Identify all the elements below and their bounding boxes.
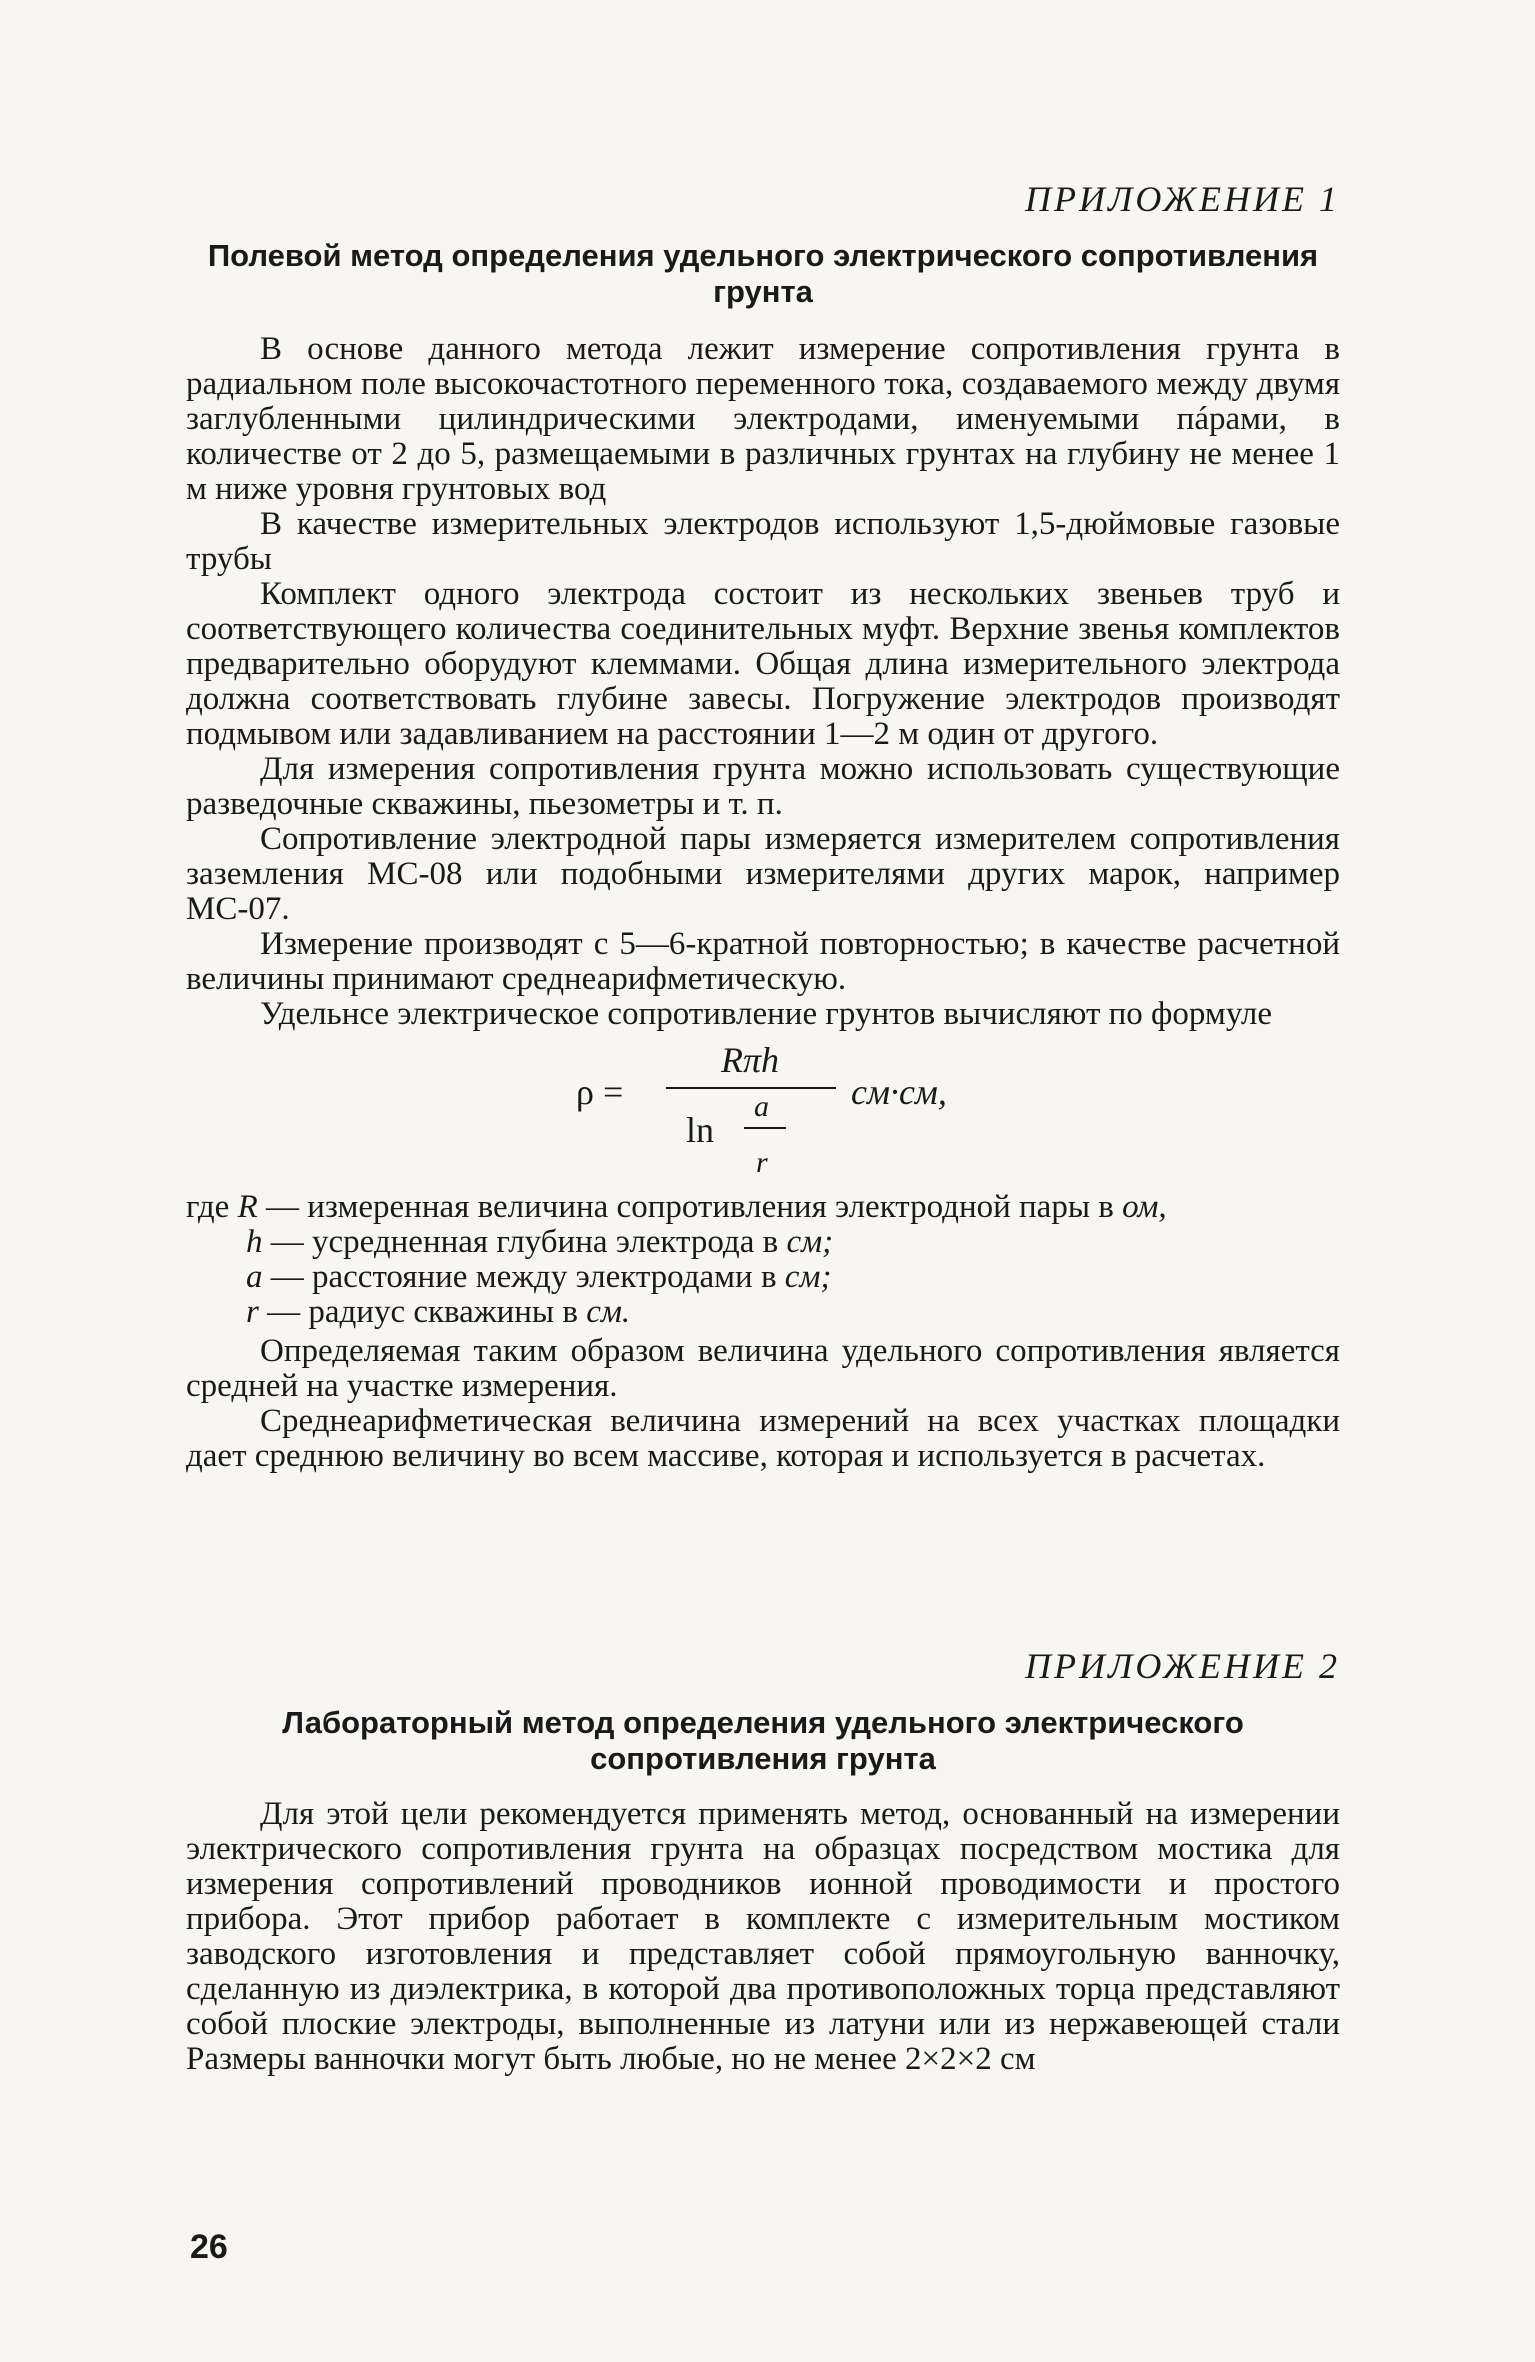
page-number: 26 (190, 2228, 228, 2266)
formula-inner-denominator: r (756, 1146, 768, 1179)
legend-row-a: a — расстояние между электродами в см; (246, 1259, 832, 1295)
formula-units: см·см, (851, 1072, 947, 1112)
formula-lhs: ρ = (576, 1072, 624, 1112)
paragraph: Среднеарифметическая величина измерений на всех участках площадки дает среднюю величину во всем массиве, которая и используется в расчетах. (186, 1403, 1340, 1474)
formula-legend (186, 1190, 1340, 1330)
legend-row-r: r — радиус скважины в см. (246, 1294, 631, 1330)
paragraph: Удельнсе электрическое сопротивление грунтов вычисляют по формуле (260, 996, 1272, 1032)
appendix-2-title: Лабораторный метод определения удельного электрического сопротивления грунта (282, 1705, 1244, 1776)
appendix-2-section (186, 1645, 1340, 2077)
legend-row-h: h — усредненная глубина электрода в см; (246, 1224, 834, 1260)
formula-inner-numerator: a (754, 1090, 769, 1123)
paragraph: Измерение производят с 5—6-кратной повторностью; в качестве расчетной величины принимают среднеарифметическую. (186, 926, 1340, 997)
appendix-1-section (186, 178, 1340, 1474)
legend-row-R: где R — измеренная величина сопротивления электродной пары в ом, (186, 1189, 1167, 1225)
formula-numerator: Rπh (721, 1040, 780, 1080)
formula (186, 1032, 1340, 1182)
paragraph: Сопротивление электродной пары измеряется измерителем сопротивления заземления МС-08 или подобными измерителями других марок, например МС-07. (186, 821, 1340, 927)
appendix-1-label: ПРИЛОЖЕНИЕ 1 (1025, 179, 1340, 219)
formula-ln: ln (686, 1110, 715, 1150)
paragraph: Для измерения сопротивления грунта можно использовать существующие разведочные скважины, пьезометры и т. п. (186, 751, 1340, 822)
paragraph: Определяемая таким образом величина удельного сопротивления является средней на участке измерения. (186, 1333, 1340, 1404)
appendix-2-label: ПРИЛОЖЕНИЕ 2 (1025, 1646, 1340, 1686)
paragraph: Комплект одного электрода состоит из нескольких звеньев труб и соответствующего количества соединительных муфт. Верхние звенья комплектов предварительно оборудуют клеммами. Общая длина измерительного электрода должна соответствовать глубине завесы. Погружение электродов производят подмывом или задавливанием на расстоянии 1—2 м один от другого. (186, 576, 1340, 752)
paragraph: В основе данного метода лежит измерение сопротивления грунта в радиальном поле высокочастотного переменного тока, создаваемого между двумя заглубленными цилиндрическими электродами, именуемыми пáрами, в количестве от 2 до 5, размещаемыми в различных грунтах на глубину не менее 1 м ниже уровня грунтовых вод (186, 331, 1340, 507)
paragraph: В качестве измерительных электродов используют 1,5-дюймовые газовые трубы (186, 506, 1340, 577)
paragraph: Для этой цели рекомендуется применять метод, основанный на измерении электрического сопротивления грунта на образцах посредством мостика для измерения сопротивлений проводников ионной проводимости и простого прибора. Этот прибор работает в комплекте с измерительным мостиком заводского изготовления и представляет собой прямоугольную ванночку, сделанную из диэлектрика, в которой два противоположных торца представляют собой плоские электроды, выполненные из латуни или из нержавеющей стали Размеры ванночки могут быть любые, но не менее 2×2×2 см (186, 1796, 1340, 2077)
appendix-1-title: Полевой метод определения удельного электрического сопротивления грунта (207, 238, 1319, 309)
formula-svg (186, 1032, 1340, 1182)
